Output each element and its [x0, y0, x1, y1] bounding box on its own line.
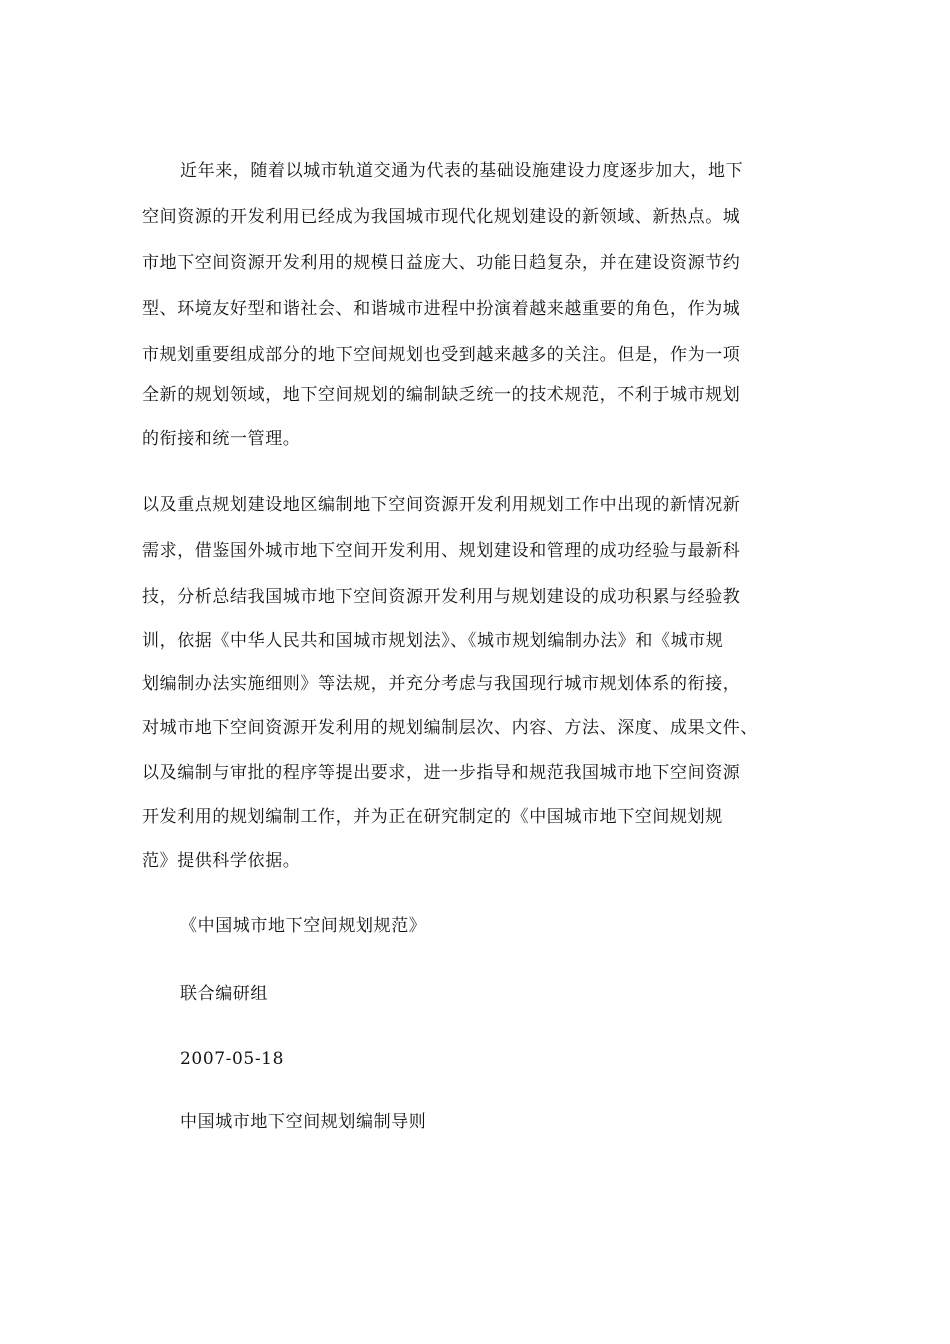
paragraph-line: 全新的规划领域，地下空间规划的编制缺乏统一的技术规范，不利于城市规划	[142, 385, 741, 405]
paragraph-line: 市地下空间资源开发利用的规模日益庞大、功能日趋复杂，并在建设资源节约	[142, 253, 741, 273]
paragraph-line: 对城市地下空间资源开发利用的规划编制层次、内容、方法、深度、成果文件、	[142, 718, 758, 738]
signature-date: 2007-05-18	[180, 1049, 285, 1069]
paragraph-line: 开发利用的规划编制工作，并为正在研究制定的《中国城市地下空间规划规	[142, 807, 723, 827]
paragraph-line: 近年来，随着以城市轨道交通为代表的基础设施建设力度逐步加大，地下	[180, 161, 744, 181]
paragraph-line: 需求，借鉴国外城市地下空间开发利用、规划建设和管理的成功经验与最新科	[142, 541, 741, 561]
paragraph-line: 的衔接和统一管理。	[142, 429, 301, 449]
paragraph-line: 训，依据《中华人民共和国城市规划法》、《城市规划编制办法》和《城市规	[142, 631, 724, 651]
paragraph-line: 范》提供科学依据。	[142, 851, 301, 871]
next-section-heading: 中国城市地下空间规划编制导则	[180, 1112, 427, 1132]
paragraph-line: 型、环境友好型和谐社会、和谐城市进程中扮演着越来越重要的角色，作为城	[142, 299, 741, 319]
signature-group: 联合编研组	[180, 984, 268, 1004]
paragraph-line: 以及编制与审批的程序等提出要求，进一步指导和规范我国城市地下空间资源	[142, 763, 741, 783]
paragraph-line: 市规划重要组成部分的地下空间规划也受到越来越多的关注。但是，作为一项	[142, 345, 741, 365]
paragraph-line: 以及重点规划建设地区编制地下空间资源开发利用规划工作中出现的新情况新	[142, 495, 741, 515]
paragraph-line: 技，分析总结我国城市地下空间资源开发利用与规划建设的成功积累与经验教	[142, 587, 741, 607]
paragraph-line: 划编制办法实施细则》等法规，并充分考虑与我国现行城市规划体系的衔接，	[142, 674, 741, 694]
paragraph-line: 空间资源的开发利用已经成为我国城市现代化规划建设的新领域、新热点。城	[142, 207, 741, 227]
signature-title: 《中国城市地下空间规划规范》	[180, 916, 427, 936]
